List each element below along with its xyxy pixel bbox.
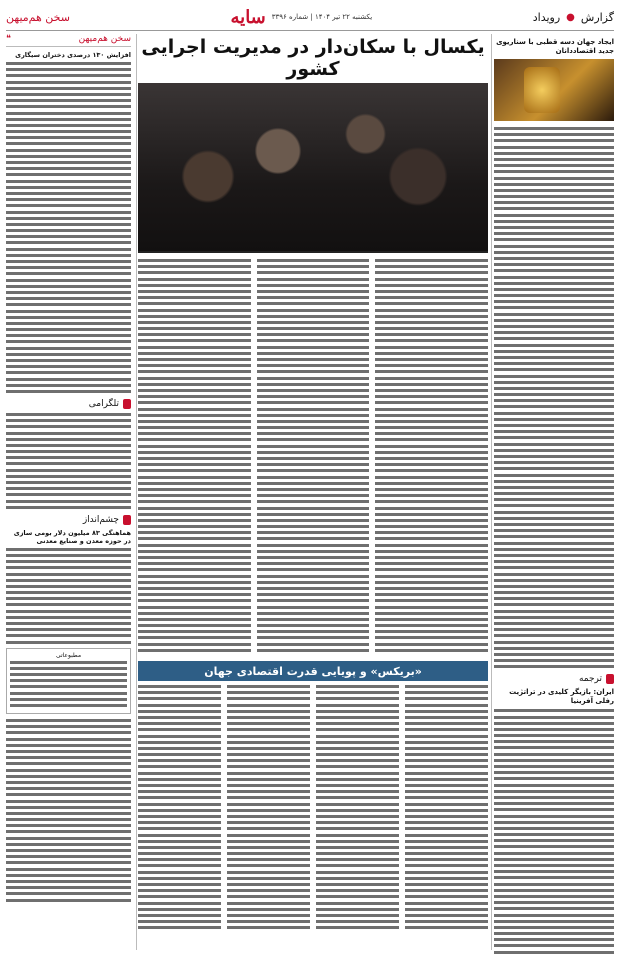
right-column: [494, 34, 614, 957]
banner-text-col-2: [316, 685, 399, 933]
right-article-body: [494, 127, 614, 668]
column-divider: [491, 34, 492, 950]
date-line: یکشنبه ۲۲ تیر ۱۴۰۴ | شماره ۳۳۹۶: [271, 13, 373, 21]
tag-label: چشم‌انداز: [82, 514, 119, 525]
emblem-icon: [524, 67, 560, 113]
banner-text-col-1: [405, 685, 488, 933]
info-box: [6, 648, 131, 715]
banner-text-columns: [138, 685, 488, 933]
location-pin-icon: ●: [566, 11, 575, 23]
main-text-columns: [138, 259, 488, 655]
banner-text-col-4: [138, 685, 221, 933]
tag-marker-icon: [123, 515, 131, 525]
right-bottom-tag: [494, 674, 614, 684]
secondary-label: رویداد: [532, 10, 561, 24]
right-bottom-body: [494, 709, 614, 953]
column-divider: [136, 34, 137, 950]
header-sections: [533, 11, 614, 24]
newspaper-logo: سایه: [230, 6, 266, 28]
left-article-2-body: [6, 413, 131, 509]
main-headline: یکسال با سکان‌دار در مدیریت اجرایی کشور: [141, 36, 485, 80]
left-article-1-body: [6, 62, 131, 393]
tag-label: تلگرامی: [88, 398, 119, 409]
main-column: [138, 34, 488, 933]
info-box-body: [10, 661, 127, 707]
left-article-3-body: [6, 548, 131, 644]
main-text-col-2: [257, 259, 370, 655]
quote-icon: ❝: [6, 34, 11, 44]
page-header: [6, 4, 614, 31]
left-header-label: سخن هم‌میهن: [6, 10, 70, 24]
left-column: [6, 34, 131, 905]
left-column-header: [6, 34, 131, 47]
main-text-col-3: [138, 259, 251, 655]
section-banner: «بریکس» و پویایی قدرت اقتصادی جهان: [138, 661, 488, 681]
main-text-col-1: [375, 259, 488, 655]
left-header-label: سخن هم‌میهن: [78, 34, 131, 44]
left-article-4-body: [6, 719, 131, 901]
left-headline-2: هماهنگی ۸۳ میلیون دلار بومی سازی در حوزه معدن و صنایع معدنی: [13, 528, 131, 545]
right-headline: ایجاد جهان دسه قطبی با سناریوی جدید اقتصاددانان: [496, 38, 614, 55]
info-box-title: مطبوعاتی: [55, 651, 82, 659]
section-label: گزارش: [580, 10, 614, 24]
left-headline-1: افزایش ۱۳۰ درصدی دختران سیگاری: [15, 51, 131, 59]
magazine-cover-image: [494, 59, 614, 121]
tag-marker-icon: [606, 674, 614, 684]
lead-photo: [138, 83, 488, 253]
tag-marker-icon: [123, 399, 131, 409]
left-tag-1: [6, 399, 131, 409]
right-bottom-headline: ایران: بازیگر کلیدی در تراتژیت رفلی آفرینیا: [509, 688, 614, 706]
tag-label: ترجمه: [578, 674, 602, 685]
masthead: [231, 7, 373, 28]
left-tag-2: [6, 515, 131, 525]
banner-text-col-3: [227, 685, 310, 933]
